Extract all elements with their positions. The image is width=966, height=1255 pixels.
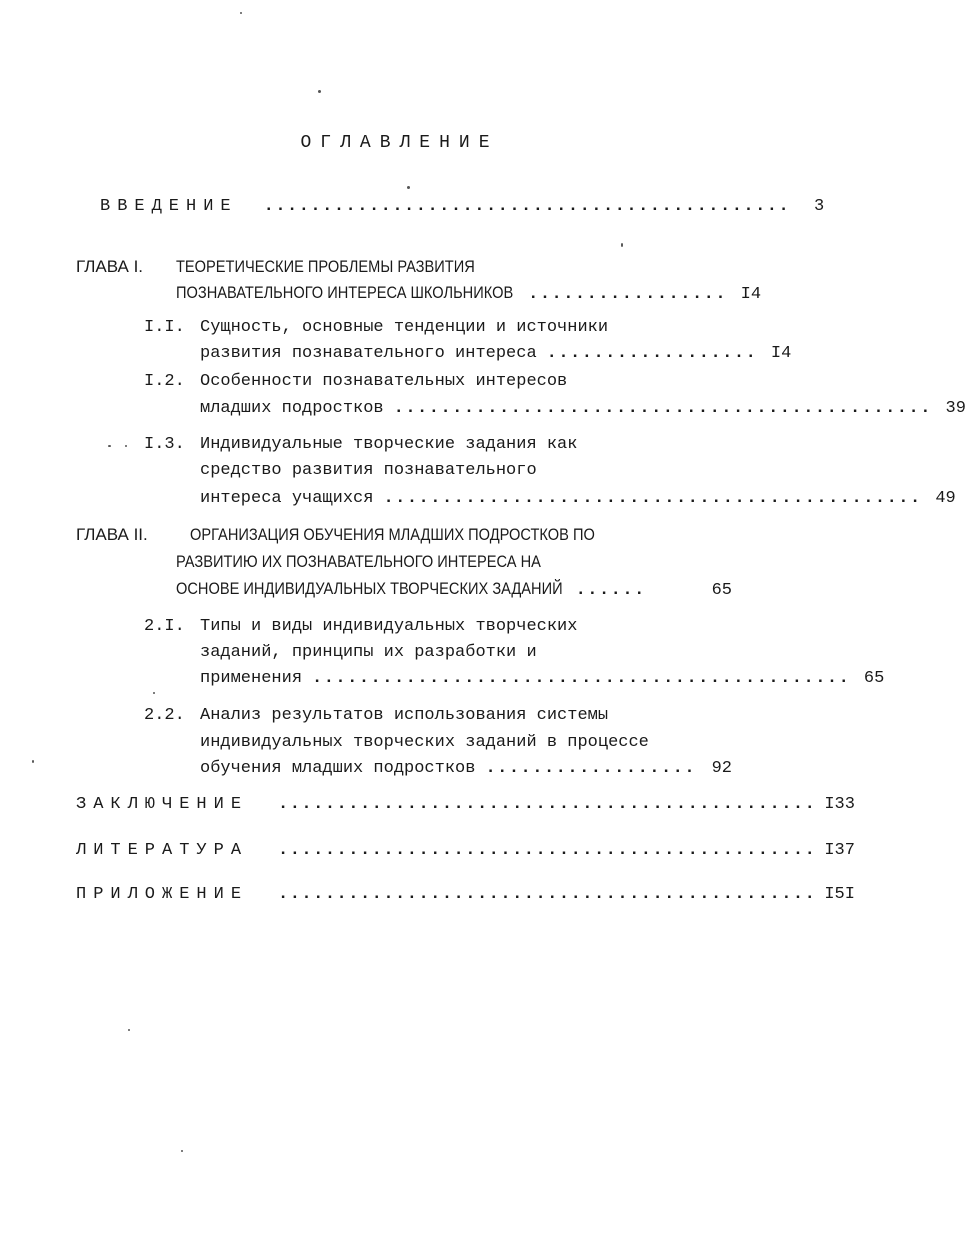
section-1-3-line2: средство развития познавательного xyxy=(200,461,537,480)
toc-entry-appendix xyxy=(76,884,855,906)
chapter2-page: 65 xyxy=(711,581,732,600)
chapter2-line2: РАЗВИТИЮ ИХ ПОЗНАВАТЕЛЬНОГО ИНТЕРЕСА НА xyxy=(176,552,541,571)
section-2-2-line2: индивидуальных творческих заданий в процессе xyxy=(200,733,649,752)
section-1-2-num: I.2. xyxy=(144,372,185,391)
section-1-2-line1: Особенности познавательных интересов xyxy=(200,372,568,391)
intro-page: 3 xyxy=(814,197,825,216)
dot-leader: .............................................. xyxy=(278,841,817,860)
toc-entry-conclusion xyxy=(76,794,855,816)
section-2-2-num: 2.2. xyxy=(144,706,185,725)
chapter1-heading xyxy=(76,257,143,279)
toc-entry-chapter1 xyxy=(176,282,762,304)
section-2-1-num: 2.I. xyxy=(144,617,185,636)
section-1-2-line2: младших подростков xyxy=(200,399,384,418)
dot-leader: .............................................. xyxy=(383,489,922,508)
conclusion-page: I33 xyxy=(824,795,855,814)
scan-speck xyxy=(32,760,34,763)
section-2-2-page: 92 xyxy=(711,759,732,778)
section-1-1-line2: развития познавательного интереса xyxy=(200,344,537,363)
dot-leader: .................. xyxy=(485,759,697,778)
dot-leader: .................. xyxy=(546,344,758,363)
intro-label: ВВЕДЕНИЕ xyxy=(100,197,238,216)
literature-page: I37 xyxy=(824,841,855,860)
dot-leader: .............................................. xyxy=(278,795,817,814)
chapter1-prefix: ГЛАВА I. xyxy=(76,257,144,276)
chapter2-heading xyxy=(76,525,148,547)
scan-speck xyxy=(181,1150,183,1152)
dot-leader: ...... xyxy=(575,581,646,600)
section-2-1-line3: применения xyxy=(200,669,303,688)
section-1-1-num: I.I. xyxy=(144,318,185,337)
section-2-2-line3: обучения младших подростков xyxy=(200,759,476,778)
page-title: ОГЛАВЛЕНИЕ xyxy=(300,133,499,153)
toc-entry-section-1-2 xyxy=(200,398,966,420)
section-1-2-page: 39 xyxy=(945,399,966,418)
chapter2-line1: ОРГАНИЗАЦИЯ ОБУЧЕНИЯ МЛАДШИХ ПОДРОСТКОВ ПО xyxy=(190,525,595,544)
dot-leader: ............................................. xyxy=(263,197,791,216)
dot-leader: ................. xyxy=(528,285,728,304)
chapter1-line2: ПОЗНАВАТЕЛЬНОГО ИНТЕРЕСА ШКОЛЬНИКОВ xyxy=(176,283,514,302)
toc-entry-literature xyxy=(76,840,855,862)
scan-speck xyxy=(318,90,321,93)
chapter1-page: I4 xyxy=(740,285,762,304)
appendix-label: ПРИЛОЖЕНИЕ xyxy=(76,885,249,904)
section-1-3-page: 49 xyxy=(935,489,956,508)
dot-leader: .............................................. xyxy=(312,669,851,688)
chapter1-line1: ТЕОРЕТИЧЕСКИЕ ПРОБЛЕМЫ РАЗВИТИЯ xyxy=(176,257,475,276)
scan-speck xyxy=(153,692,155,694)
literature-label: ЛИТЕРАТУРА xyxy=(76,841,249,860)
appendix-page: I5I xyxy=(824,885,855,904)
scan-speck xyxy=(621,243,623,247)
toc-entry-section-1-3 xyxy=(200,488,956,510)
scan-speck xyxy=(125,445,127,447)
toc-entry-section-2-2 xyxy=(200,758,732,780)
toc-entry-section-2-1 xyxy=(200,668,885,690)
section-2-1-page: 65 xyxy=(863,669,885,688)
scan-speck xyxy=(128,1029,130,1031)
section-1-3-line1: Индивидуальные творческие задания как xyxy=(200,435,578,454)
scan-speck xyxy=(407,186,410,189)
scan-speck xyxy=(108,445,111,447)
section-2-1-line1: Типы и виды индивидуальных творческих xyxy=(200,617,578,636)
section-2-2-line1: Анализ результатов использования системы xyxy=(200,706,609,725)
section-2-1-line2: заданий, принципы их разработки и xyxy=(200,643,537,662)
toc-entry-section-1-1 xyxy=(200,343,792,365)
dot-leader: .............................................. xyxy=(278,885,817,904)
section-1-3-line3: интереса учащихся xyxy=(200,489,374,508)
chapter2-prefix: ГЛАВА II. xyxy=(76,525,148,544)
toc-entry-chapter2 xyxy=(176,578,732,600)
dot-leader: .............................................. xyxy=(393,399,932,418)
section-1-3-num: I.3. xyxy=(144,435,185,454)
scan-speck xyxy=(240,12,242,14)
toc-entry-intro xyxy=(100,196,825,218)
section-1-1-page: I4 xyxy=(770,344,792,363)
chapter2-line3: ОСНОВЕ ИНДИВИДУАЛЬНЫХ ТВОРЧЕСКИХ ЗАДАНИЙ xyxy=(176,579,563,598)
conclusion-label: ЗАКЛЮЧЕНИЕ xyxy=(76,795,249,814)
section-1-1-line1: Сущность, основные тенденции и источники xyxy=(200,318,609,337)
